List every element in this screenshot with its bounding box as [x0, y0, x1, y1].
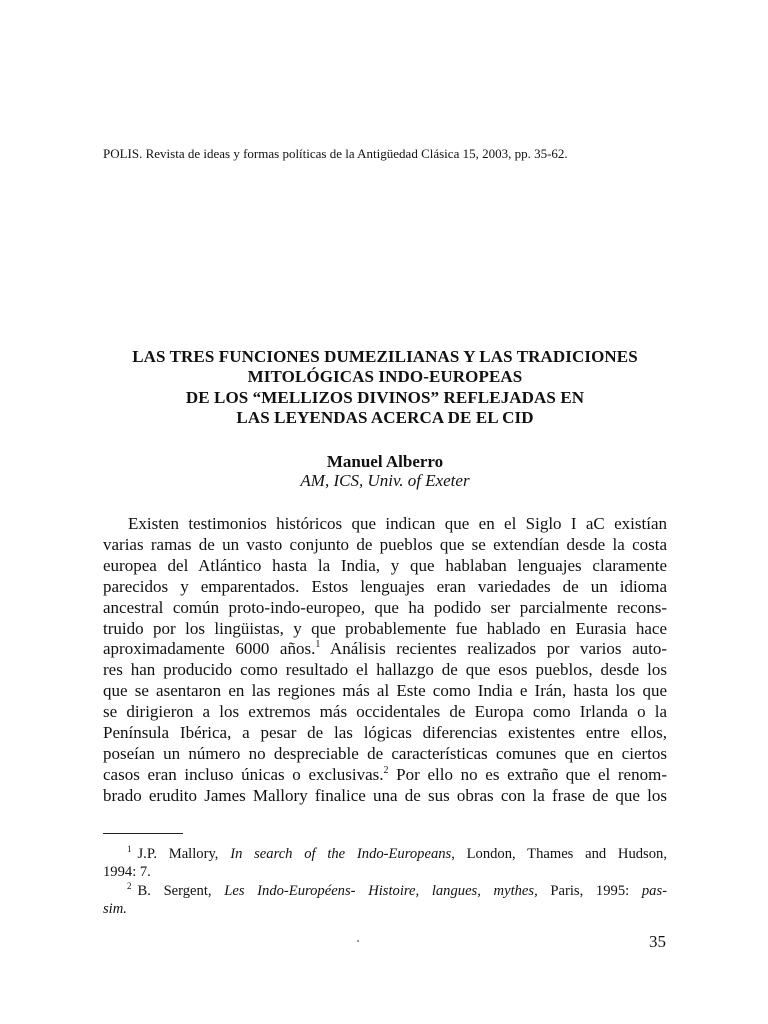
body-line: se dirigieron a los extremos más occidentales de Europa como Irlanda o la [103, 702, 667, 722]
body-line: poseían un número no despreciable de características comunes que en ciertos [103, 743, 667, 763]
footnote-1-continued: 1994: 7. [103, 864, 151, 881]
body-line [103, 765, 667, 786]
title-line: LAS LEYENDAS ACERCA DE EL CID [236, 407, 534, 427]
body-line [103, 639, 667, 660]
body-line: truido por los lingüistas, y que probablemente fue hablado en Eurasia hace [103, 618, 667, 638]
footnote-passim: pas- [641, 882, 667, 899]
body-line: Península Ibérica, a pesar de las lógicas diferencias existentes entre ellos, [103, 723, 667, 743]
body-line: brado erudito James Mallory finalice una de sus obras con la frase de que los [103, 785, 667, 805]
article-title [60, 347, 710, 428]
running-head: POLIS. Revista de ideas y formas políticas de la Antigüedad Clásica 15, 2003, pp. 35-62. [103, 146, 568, 161]
body-segment: Análisis recientes realizados por varios auto- [320, 639, 667, 659]
footnote-1 [103, 845, 667, 863]
body-line: varias ramas de un vasto conjunto de pueblos que se extendían desde la costa [103, 534, 667, 554]
body-segment: aproximadamente 6000 años. [103, 639, 316, 659]
footnote-work-title: In search of the Indo-Europeans [230, 846, 452, 862]
body-line: parecidos y emparentados. Estos lenguajes eran variedades de un idioma [103, 576, 667, 596]
footnote-divider [103, 833, 183, 834]
body-paragraph [103, 514, 667, 807]
footnotes [103, 845, 667, 919]
footnote-details: Paris, 1995: [537, 882, 642, 899]
body-line: europea del Atlántico hasta la India, y que hablaban lenguajes claramente [103, 555, 667, 575]
body-segment: casos eran incluso únicas o exclusivas. [103, 764, 384, 784]
page-number: 35 [649, 932, 666, 951]
title-line: DE LOS “MELLIZOS DIVINOS” REFLEJADAS EN [185, 387, 585, 407]
footnote-work-title: Les Indo-Européens- Histoire, langues, mythes, [224, 882, 538, 899]
body-line: Existen testimonios históricos que indican que en el Siglo I aC existían [128, 514, 667, 533]
title-line: MITOLÓGICAS INDO-EUROPEAS [247, 367, 523, 387]
scan-speck [357, 940, 359, 942]
author-name: Manuel Alberro [326, 452, 444, 471]
body-segment: Por ello no es extraño que el renom- [388, 764, 667, 784]
author-affiliation: AM, ICS, Univ. of Exeter [300, 471, 470, 490]
title-line: LAS TRES FUNCIONES DUMEZILIANAS Y LAS TRADICIONES [132, 347, 638, 366]
footnote-details: , London, Thames and Hudson, [451, 846, 667, 862]
footnote-author: J.P. Mallory, [137, 846, 231, 862]
footnote-mark: 2 [127, 880, 132, 891]
footnote-2 [103, 882, 667, 900]
footnote-author: B. Sergent, [137, 882, 225, 899]
body-line: que se asentaron en las regiones más al Este como India e Irán, hasta los que [103, 681, 667, 701]
footnote-mark: 1 [127, 844, 132, 854]
footnote-2-continued: sim. [103, 901, 127, 918]
footnote-ref-1[interactable]: 1 [315, 639, 321, 651]
body-line: res han producido como resultado el hallazgo de que esos pueblos, desde los [103, 660, 667, 680]
body-line: ancestral común proto-indo-europeo, que ha podido ser parcialmente recons- [103, 597, 667, 617]
footnote-ref-2[interactable]: 2 [383, 764, 389, 776]
